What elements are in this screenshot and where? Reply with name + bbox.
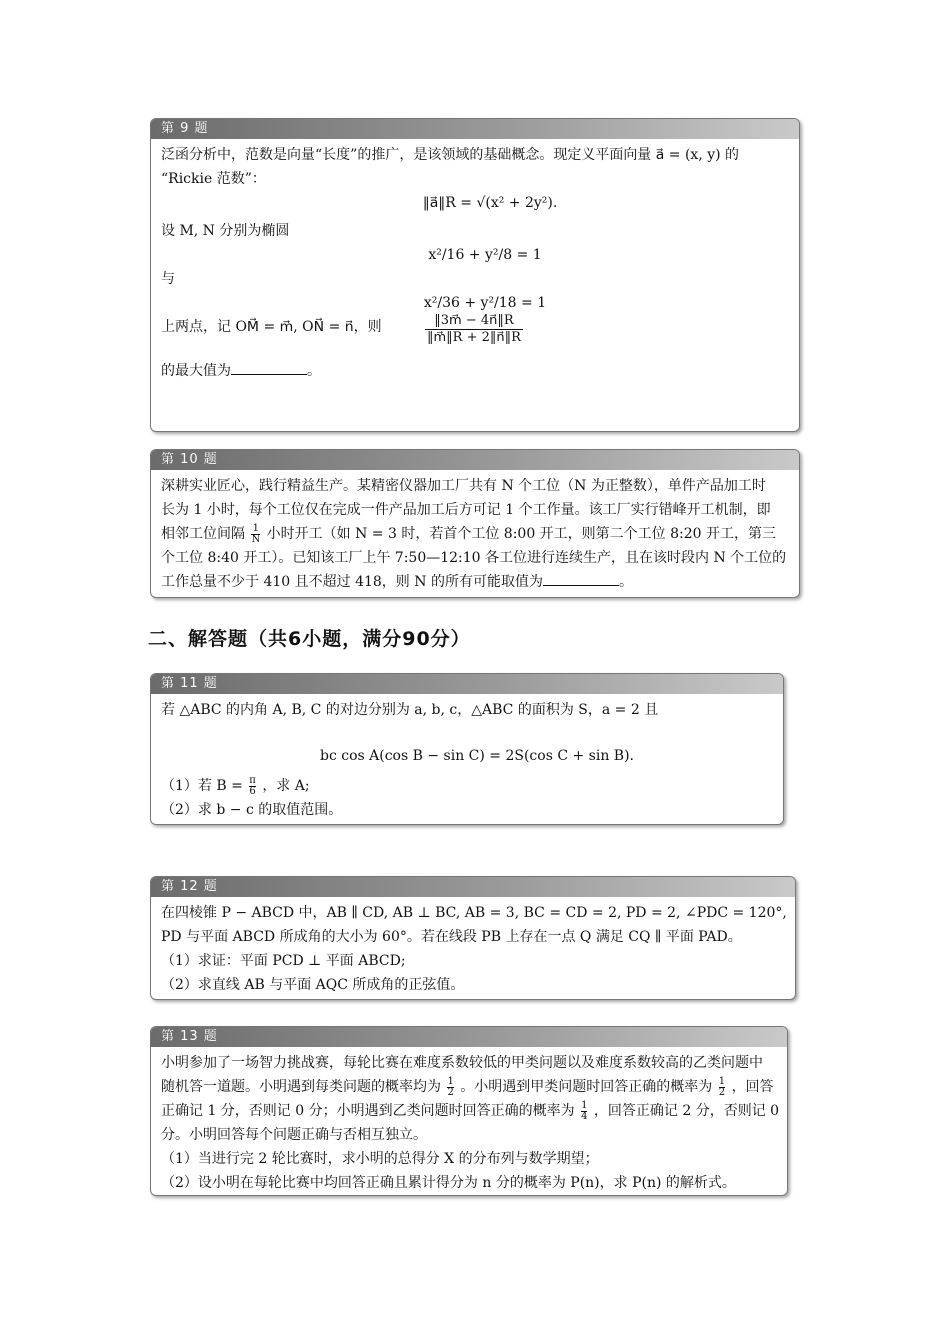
- q9-ellipse-1: x²/16 + y²/8 = 1: [428, 247, 542, 263]
- question-10-box: [150, 449, 800, 598]
- q11-part-2: （2）求 b − c 的取值范围。: [161, 802, 343, 818]
- q11-part-1: [161, 774, 773, 798]
- question-9-box: [150, 118, 800, 432]
- q10-frac-den: N: [251, 533, 261, 545]
- q11-line-1: 若 △ABC 的内角 A, B, C 的对边分别为 a, b, c，△ABC 的面积为 S，a = 2 且: [161, 702, 659, 718]
- q11-b-den: 6: [249, 785, 256, 797]
- q13-half-fraction-2: [719, 1077, 725, 1098]
- q10-frac-num: 1: [252, 522, 260, 534]
- q13-quarter-fraction: [581, 1101, 587, 1122]
- q10-line-5-end: 。: [618, 574, 633, 590]
- section-title: 二、解答题（共6小题，满分90分）: [148, 628, 471, 650]
- q13-line-2: [161, 1075, 777, 1099]
- q12-line-1: 在四棱锥 P − ABCD 中，AB ∥ CD, AB ⊥ BC, AB = 3, BC = CD = 2, PD = 2, ∠PDC = 120°,: [161, 905, 787, 921]
- q13-half-num-1: 1: [447, 1075, 454, 1087]
- q9-rickie-formula: ‖a⃗‖R = √(x² + 2y²).: [422, 195, 558, 211]
- q9-line-6-end: 。: [307, 363, 321, 379]
- q9-line-6: [161, 359, 789, 383]
- q13-half-num-2: 1: [718, 1075, 726, 1087]
- q9-line-5-text: 上两点，记 OM⃗ = m⃗, ON⃗ = n⃗，则: [161, 319, 382, 335]
- question-12-box: [150, 876, 796, 1000]
- q13-quarter-num: 1: [581, 1099, 588, 1111]
- q9-line-6-text: 的最大值为: [161, 363, 231, 379]
- q11-formula: bc cos A(cos B − sin C) = 2S(cos C + sin B).: [319, 748, 635, 764]
- q10-line-5: [161, 570, 789, 594]
- q12-line-2: PD 与平面 ABCD 所成角的大小为 60°。若在线段 PB 上存在一点 Q 满足 CQ ∥ 平面 PAD。: [161, 929, 742, 945]
- q9-ellipse-2: x²/36 + y²/18 = 1: [423, 295, 547, 311]
- q9-line-3: 设 M, N 分别为椭圆: [161, 223, 290, 239]
- q13-half-fraction-1: [447, 1077, 453, 1098]
- q10-line-3a: 相邻工位间隔: [161, 526, 245, 542]
- q13-line-3b: ，回答正确记 2 分，否则记 0: [593, 1103, 780, 1119]
- q10-line-3b: 小时开工（如 N = 3 时，若首个工位 8:00 开工，则第二个工位 8:20 开工，第三: [266, 526, 777, 542]
- q9-ratio-numerator: ‖3m⃗ − 4n⃗‖R: [425, 313, 523, 330]
- q13-line-4: 分。小明回答每个问题正确与否相互独立。: [161, 1127, 427, 1143]
- question-13-header: 第 13 题: [151, 1027, 787, 1047]
- q13-line-3: [161, 1099, 780, 1123]
- question-11-box: [150, 673, 784, 825]
- q10-line-3: [161, 522, 789, 546]
- q11-b-num: π: [249, 774, 256, 786]
- q11-b-fraction: [249, 776, 256, 797]
- question-12-header: 第 12 题: [151, 877, 795, 897]
- q10-line-5-text: 工作总量不少于 410 且不超过 418，则 N 的所有可能取值为: [161, 574, 543, 590]
- q13-half-den-2: 2: [718, 1086, 726, 1098]
- question-13-box: [150, 1026, 788, 1196]
- q13-quarter-den: 4: [581, 1110, 588, 1122]
- q10-line-4: 个工位 8:40 开工）。已知该工厂上午 7:50—12:10 各工位进行连续生产，且在该时段内 N 个工位的: [161, 550, 787, 566]
- q11-part-1a: （1）若 B =: [161, 778, 243, 794]
- q10-answer-blank: [543, 571, 619, 586]
- q9-ratio-denominator: ‖m⃗‖R + 2‖n⃗‖R: [427, 330, 521, 345]
- q12-part-2: （2）求直线 AB 与平面 AQC 所成角的正弦值。: [161, 977, 465, 993]
- q9-line-4: 与: [161, 271, 175, 287]
- q13-half-den-1: 2: [447, 1086, 454, 1098]
- q9-line-2: “Rickie 范数”：: [161, 171, 266, 187]
- q10-line-1: 深耕实业匠心，践行精益生产。某精密仪器加工厂共有 N 个工位（N 为正整数），单件产品加工时: [161, 478, 766, 494]
- q13-line-3a: 正确记 1 分，否则记 0 分；小明遇到乙类问题时回答正确的概率为: [161, 1103, 575, 1119]
- q13-part-2: （2）设小明在每轮比赛中均回答正确且累计得分为 n 分的概率为 P(n)，求 P(n) 的解析式。: [161, 1175, 736, 1191]
- q9-ratio-fraction: [425, 313, 523, 346]
- q13-line-2c: ，回答: [731, 1079, 774, 1095]
- q9-line-1: 泛函分析中，范数是向量“长度”的推广，是该领域的基础概念。现定义平面向量 a⃗ = (x, y) 的: [161, 147, 740, 163]
- q13-part-1: （1）当进行完 2 轮比赛时，求小明的总得分 X 的分布列与数学期望；: [161, 1151, 599, 1167]
- q13-line-2a: 随机答一道题。小明遇到每类问题的概率均为: [161, 1079, 441, 1095]
- q10-line-2: 长为 1 小时，每个工位仅在完成一件产品加工后方可记 1 个工作量。该工厂实行错峰开工机制，即: [161, 502, 771, 518]
- q9-answer-blank: [231, 360, 307, 375]
- q13-line-1: 小明参加了一场智力挑战赛，每轮比赛在难度系数较低的甲类问题以及难度系数较高的乙类问题中: [161, 1055, 763, 1071]
- question-10-header: 第 10 题: [151, 450, 799, 470]
- question-9-header: 第 9 题: [151, 119, 799, 139]
- q13-line-2b: 。小明遇到甲类问题时回答正确的概率为: [460, 1079, 713, 1095]
- q9-line-5: [161, 313, 789, 345]
- q12-part-1: （1）求证：平面 PCD ⊥ 平面 ABCD;: [161, 953, 406, 969]
- question-11-header: 第 11 题: [151, 674, 783, 694]
- q11-part-1b: ，求 A;: [262, 778, 310, 794]
- q10-interval-fraction: [251, 524, 260, 545]
